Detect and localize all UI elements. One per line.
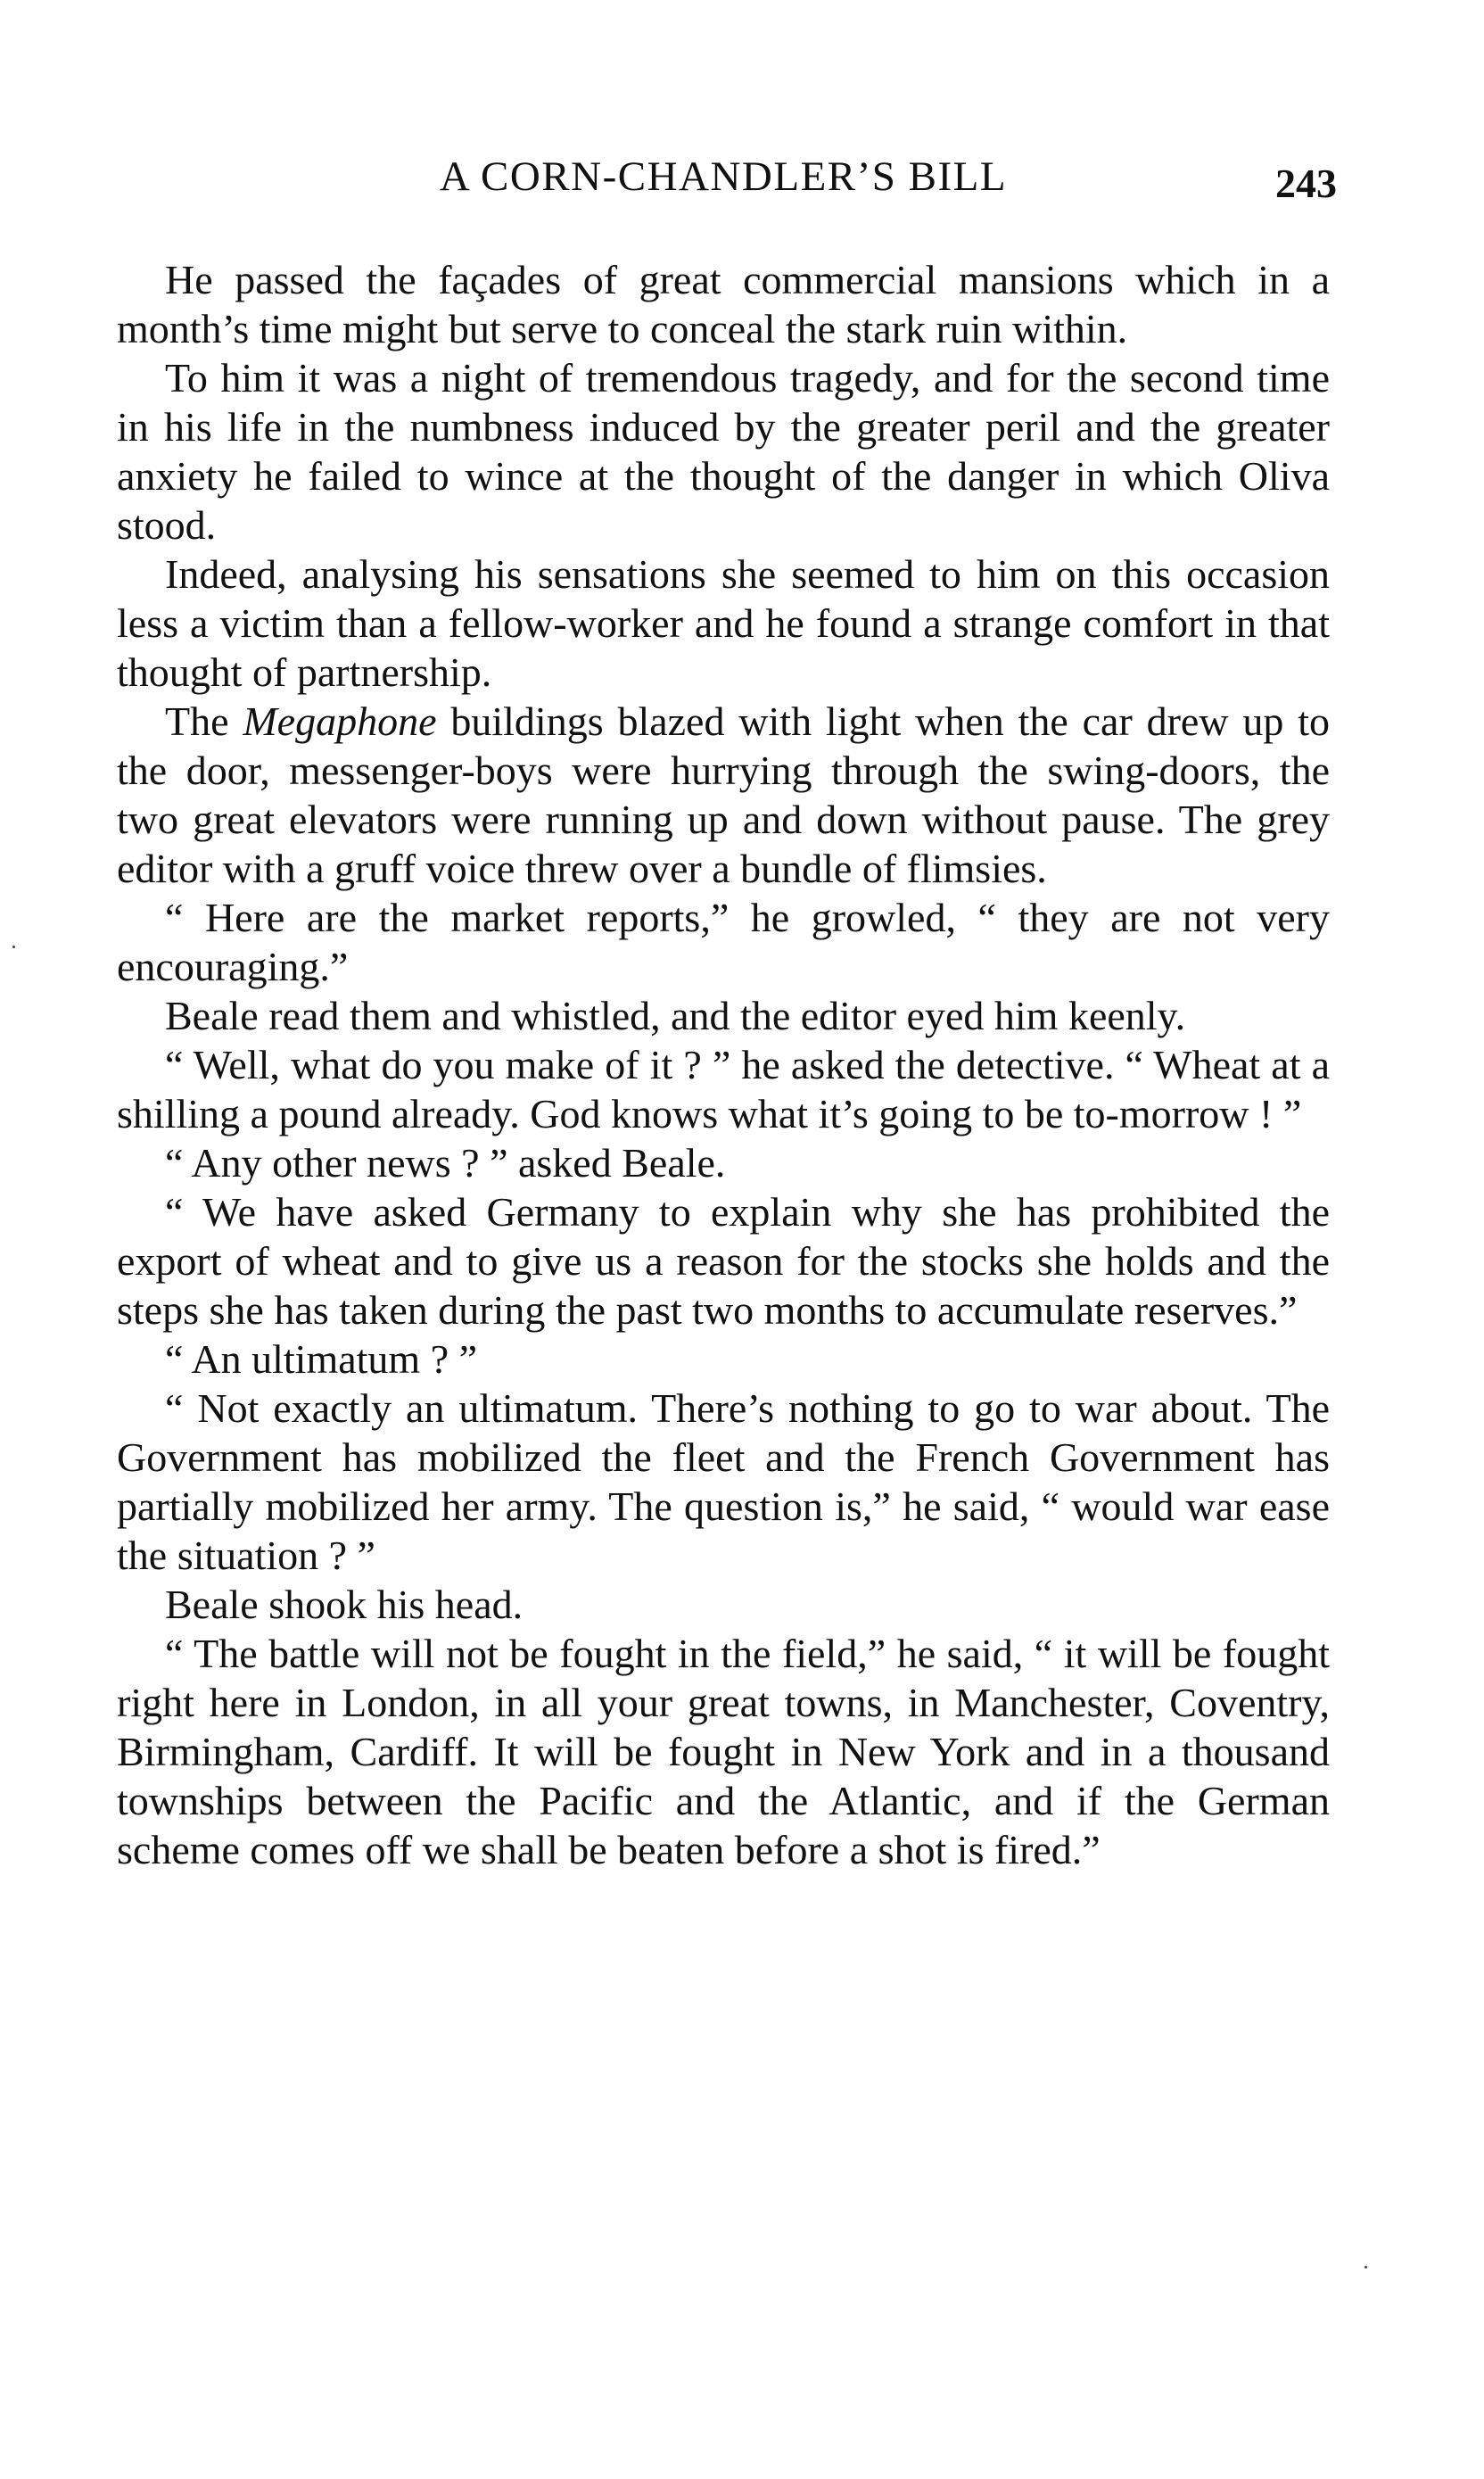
scan-speck xyxy=(1364,2266,1367,2268)
chapter-title: A CORN-CHANDLER’S BILL xyxy=(439,153,1008,200)
megaphone-lead: The xyxy=(165,698,229,744)
paragraph: Beale shook his head. xyxy=(165,1582,524,1627)
paragraph: Indeed, analysing his sensations she seemed to him on this occasion less a victim than a fellow-worker and he found a strange comfort in that thought of partnership. xyxy=(117,551,1330,695)
paragraph-megaphone xyxy=(117,697,1330,893)
page-number: 243 xyxy=(1275,161,1337,206)
paragraph: “ Well, what do you make of it ? ” he asked the detective. “ Wheat at a shilling a pound already. God knows what it’s going to be to-morrow ! ” xyxy=(117,1042,1330,1136)
newspaper-name: Megaphone xyxy=(243,698,437,744)
megaphone-tail: buildings blazed with light when xyxy=(450,698,1004,744)
scan-speck xyxy=(12,946,15,948)
paragraph: “ Not exactly an ultimatum. There’s nothing to go to war about. The Government has mobilized the fleet and the French Government has partially mobilized her army. The question is,” he said, “ would war ease the situation ? ” xyxy=(117,1385,1330,1578)
paragraph: “ Any other news ? ” asked Beale. xyxy=(165,1140,726,1186)
megaphone-rest: the car drew up to the door, messenger-boys were hurrying through the swing-doors, the two great elevators were running up and down without pause. The grey editor with a gruff voice threw over a bundle of flimsies. xyxy=(117,698,1331,891)
paragraph: Beale read them and whistled, and the editor eyed him keenly. xyxy=(165,993,1186,1038)
paragraph: To him it was a night of tremendous tragedy, and for the second time in his life in the numbness induced by the greater peril and the greater anxiety he failed to wince at the thought of the danger in which Oliva stood. xyxy=(117,355,1330,548)
paragraph: “ We have asked Germany to explain why she has prohibited the export of wheat and to give us a reason for the stocks she holds and the steps she has taken during the past two months to accumulate reserves.” xyxy=(117,1189,1330,1333)
paragraph: “ Here are the market reports,” he growled, “ they are not very encouraging.” xyxy=(117,895,1330,989)
running-head xyxy=(117,150,1337,212)
body-text xyxy=(117,255,1330,1874)
paragraph: “ An ultimatum ? ” xyxy=(165,1336,478,1382)
paragraph: He passed the façades of great commercial mansions which in a month’s time might but serve to conceal the stark ruin within. xyxy=(117,257,1330,351)
paragraph: “ The battle will not be fought in the field,” he said, “ it will be fought right here in London, in all your great towns, in Manchester, Coventry, Birmingham, Cardiff. It will be fought in New York and in a thousand townships between the Pacific and the Atlantic, and if the German scheme comes off we shall be beaten before a shot is fired.” xyxy=(117,1631,1330,1872)
